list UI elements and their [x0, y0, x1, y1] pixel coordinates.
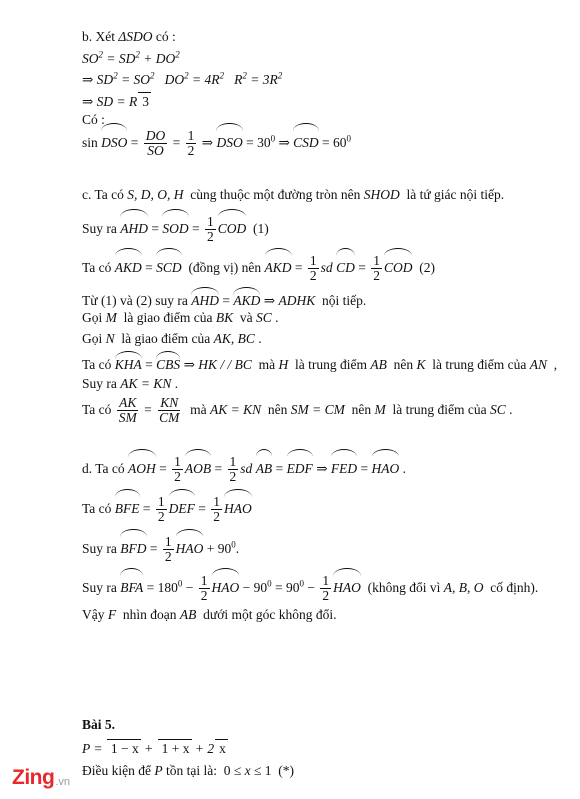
- bai5-title: Bài 5.: [82, 717, 116, 732]
- co-label: Có :: [82, 112, 105, 127]
- section-c-line-7: Ta có KHA = CBS ⇒ HK / / BC mà H là trung điểm AB nên K là trung điểm của AN ,: [82, 354, 557, 374]
- section-b-heading: b. Xét ΔSDO có :: [82, 29, 176, 44]
- equation-1: $SO^2 = SD^2 + DO^2$: [82, 49, 180, 66]
- section-c-line-5: Gọi M là giao điểm của BK và SC .: [82, 310, 279, 325]
- zing-logo-suffix: .vn: [55, 776, 71, 788]
- bai5-formula: P = 1 − x + 1 + x + 2 x: [82, 741, 226, 756]
- section-c-line-1: c. Ta có S, D, O, H cùng thuộc một đường tròn nên SHOD là tứ giác nội tiếp.: [82, 187, 505, 202]
- section-d-line-3: Suy ra BFD = $\frac{1}{2}$ HAO + $90^0$.: [82, 532, 239, 564]
- section-c-line-3: Ta có AKD = SCD (đồng vị) nên AKD = $\frac{1}{2}$ sd CD = $\frac{1}{2}$ COD (2): [82, 251, 435, 283]
- section-c-line-6: Gọi N là giao điểm của AK, BC .: [82, 331, 262, 346]
- zing-logo: [12, 768, 70, 790]
- equation-2: ⇒ $SD^2 = SO^2$ $DO^2 = 4R^2$ $R^2 = 3R^2$: [82, 70, 283, 87]
- section-d-line-5: Vậy F nhìn đoạn AB dưới một góc không đổi.: [82, 607, 337, 622]
- equation-3: ⇒ SD = R 3: [82, 94, 150, 109]
- section-c-line-9: Ta có $\frac{AK}{SM}$ = $\frac{KN}{CM}$ mà AK = KN nên SM = CM nên M là trung điểm của SC .: [82, 395, 513, 426]
- section-c-line-4: Từ (1) và (2) suy ra AHD = AKD ⇒ ADHK nội tiếp.: [82, 290, 366, 310]
- section-d-line-1: d. Ta có AOH = $\frac{1}{2}$ AOB = $\frac{1}{2}$ sd AB = EDF ⇒ FED = HAO .: [82, 452, 406, 484]
- section-d-line-2: Ta có BFE = $\frac{1}{2}$ DEF = $\frac{1}{2}$ HAO: [82, 492, 252, 524]
- section-c-line-2: Suy ra AHD = SOD = $\frac{1}{2}$ COD (1): [82, 212, 269, 244]
- sin-equation: sin DSO = $\frac{DO}{SO}$ = $\frac{1}{2}$ ⇒ DSO = $30^0$ ⇒ CSD = $60^0$: [82, 126, 351, 158]
- bai5-condition: Điều kiện để P tồn tại là: 0 ≤ x ≤ 1 (*): [82, 763, 295, 778]
- section-c-line-8: Suy ra AK = KN .: [82, 376, 179, 391]
- section-d-line-4: Suy ra BFA = $180^0$ − $\frac{1}{2}$ HAO − $90^0 = 90^0$ − $\frac{1}{2}$ HAO (không đổi vì A, B, O cố định).: [82, 571, 538, 603]
- zing-logo-brand: Zing: [12, 766, 55, 789]
